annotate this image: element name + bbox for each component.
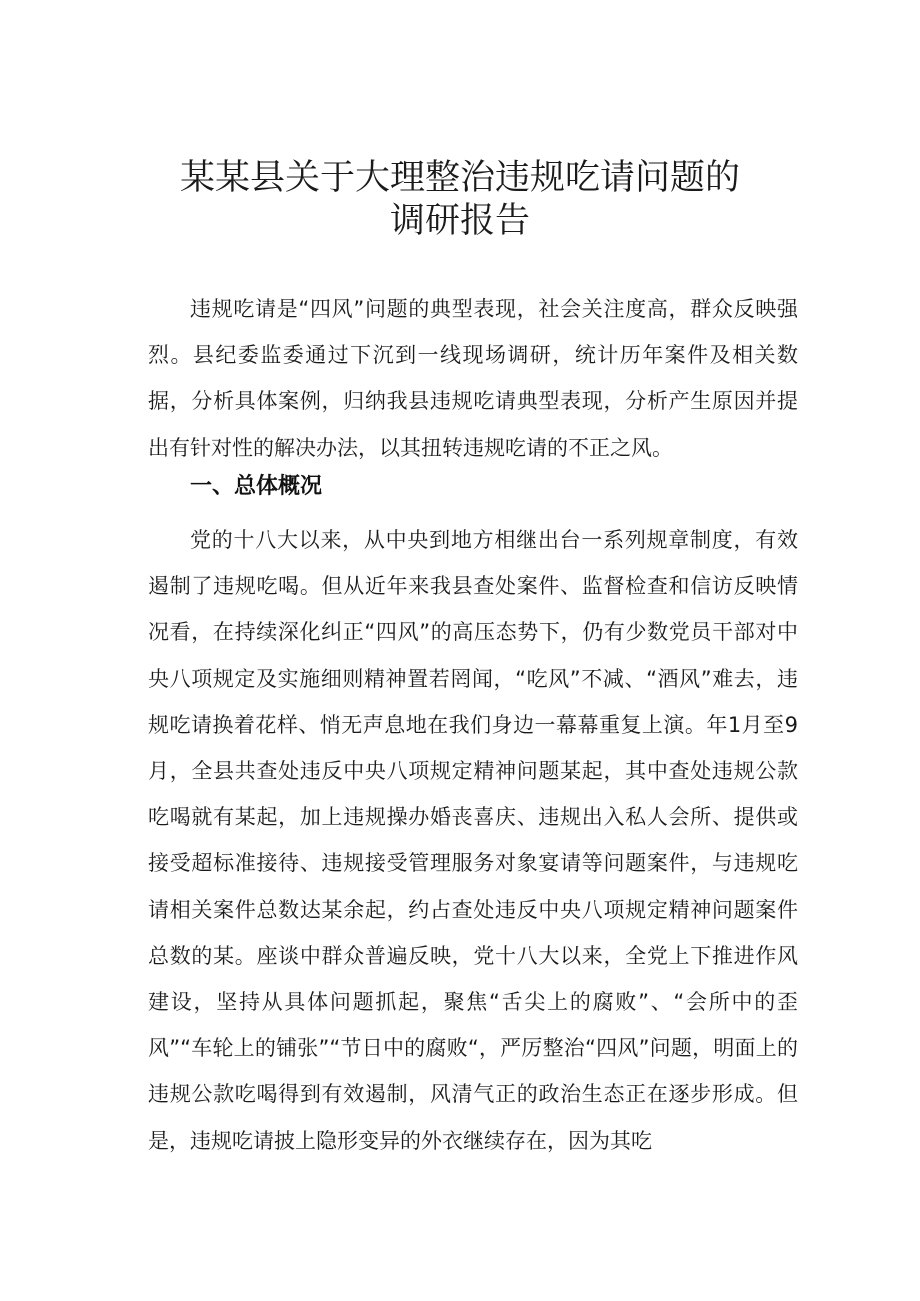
document-title-line-2: 调研报告 xyxy=(389,201,530,241)
section-heading-overview: 一、总体概况 xyxy=(190,474,323,499)
intro-paragraph: 违规吃请是“四风”问题的典型表现，社会关注度高，群众反映强烈。县纪委监委通过下沉到一线现场调研，统计历年案件及相关数据，分析具体案例，归纳我县违规吃请典型表现，分析产生原因并提出有针对性的解决办法，以其扭转违规吃请的不正之风。 xyxy=(148,297,798,460)
document-title-line-1: 某某县关于大理整治违规吃请问题的 xyxy=(179,158,740,198)
overview-paragraph: 党的十八大以来，从中央到地方相继出台一系列规章制度，有效遏制了违规吃喝。但从近年来我县查处案件、监督检查和信访反映情况看，在持续深化纠正“四风”的高压态势下，仍有少数党员干部对中央八项规定及实施细则精神置若罔闻，“吃风”不减、“酒风”难去，违规吃请换着花样、悄无声息地在我们身边一幕幕重复上演。年1月至9月，全县共查处违反中央八项规定精神问题某起，其中查处违规公款吃喝就有某起，加上违规操办婚丧喜庆、违规出入私人会所、提供或接受超标准接待、违规接受管理服务对象宴请等问题案件，与违规吃请相关案件总数达某余起，约占查处违反中央八项规定精神问题案件总数的某。座谈中群众普遍反映，党十八大以来，全党上下推进作风建设，坚持从具体问题抓起，聚焦“舌尖上的腐败”、“会所中的歪风”“车轮上的铺张”“节日中的腐败“，严厉整治“四风”问题，明面上的违规公款吃喝得到有效遏制，风清气正的政治生态正在逐步形成。但是，违规吃请披上隐形变异的外衣继续存在，因为其吃 xyxy=(148,528,798,1153)
